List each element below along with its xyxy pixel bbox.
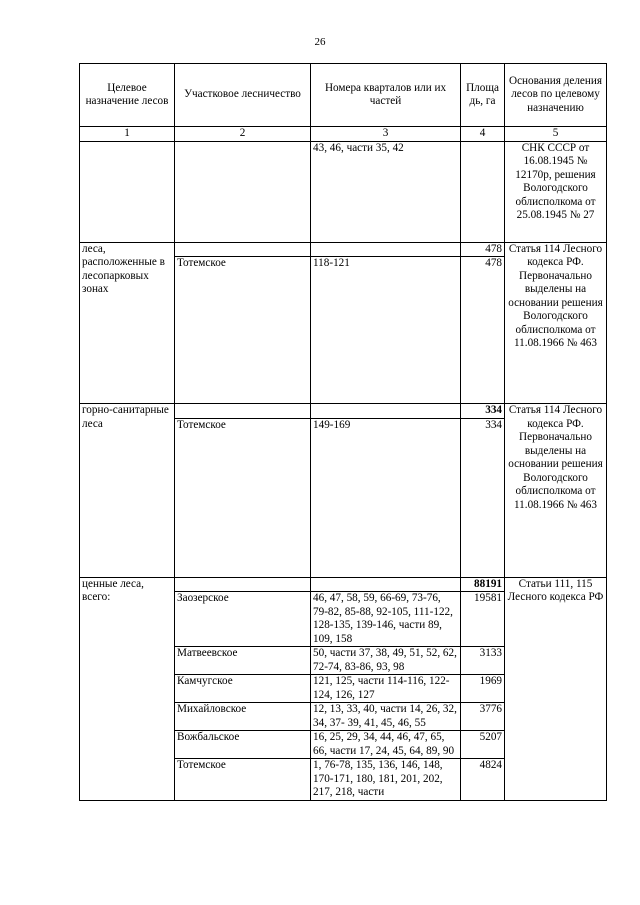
group-total-area: 334: [461, 404, 505, 419]
col-number-3: 3: [311, 127, 461, 142]
group-total-area: 478: [461, 242, 505, 257]
group-total-row: [80, 404, 607, 419]
basis-cell: СНК СССР от 16.08.1945 № 12170р, решения Вологодского облисполкома от 25.08.1945 № 27: [505, 141, 607, 242]
forestry-cell: Тотемское: [175, 759, 311, 801]
group-total-area: 88191: [461, 577, 505, 592]
quarters-cell: 118-121: [311, 257, 461, 404]
page-number: 26: [314, 36, 326, 48]
col-number-2: 2: [175, 127, 311, 142]
basis-cell: Статьи 111, 115 Лесного кодекса РФ: [505, 577, 607, 800]
area-cell: 3133: [461, 647, 505, 675]
purpose-cell: леса, расположенные в лесопарковых зонах: [80, 242, 175, 404]
quarters-cell: 46, 47, 58, 59, 66-69, 73-76, 79-82, 85-88, 92-105, 111-122, 128-135, 139-146, части 89, 109, 158: [311, 592, 461, 647]
quarters-cell: 43, 46, части 35, 42: [311, 141, 461, 242]
area-cell: 5207: [461, 731, 505, 759]
quarters-cell: 149-169: [311, 418, 461, 577]
header-forestry: Участковое лесничество: [175, 64, 311, 127]
purpose-cell: ценные леса, всего:: [80, 577, 175, 800]
quarters-cell: 121, 125, части 114-116, 122-124, 126, 127: [311, 675, 461, 703]
area-cell: 3776: [461, 703, 505, 731]
col-number-1: 1: [80, 127, 175, 142]
area-cell: 478: [461, 257, 505, 404]
group-total-row: [80, 242, 607, 257]
header-purpose: Целевое назначение лесов: [80, 64, 175, 127]
group-total-row: [80, 577, 607, 592]
forestry-cell: Заозерское: [175, 592, 311, 647]
forestry-cell: Тотемское: [175, 257, 311, 404]
forestry-cell: Вожбальское: [175, 731, 311, 759]
header-area: Площа дь, га: [461, 64, 505, 127]
quarters-cell: 50, части 37, 38, 49, 51, 52, 62, 72-74, 83-86, 93, 98: [311, 647, 461, 675]
forestry-cell: Камчугское: [175, 675, 311, 703]
forest-purpose-table: [79, 63, 607, 801]
col-number-5: 5: [505, 127, 607, 142]
table-row: [80, 141, 607, 242]
header-quarters: Номера кварталов или их частей: [311, 64, 461, 127]
forestry-cell: Матвеевское: [175, 647, 311, 675]
header-basis: Основания деления лесов по целевому назначению: [505, 64, 607, 127]
basis-cell: Статья 114 Лесного кодекса РФ. Первоначально выделены на основании решения Вологодского облисполкома от 11.08.1966 № 463: [505, 404, 607, 578]
header-row: [80, 64, 607, 127]
forestry-cell: Тотемское: [175, 418, 311, 577]
column-number-row: [80, 127, 607, 142]
quarters-cell: 16, 25, 29, 34, 44, 46, 47, 65, 66, части 17, 24, 45, 64, 89, 90: [311, 731, 461, 759]
area-cell: 1969: [461, 675, 505, 703]
quarters-cell: 1, 76-78, 135, 136, 146, 148, 170-171, 180, 181, 201, 202, 217, 218, части: [311, 759, 461, 801]
area-cell: 4824: [461, 759, 505, 801]
quarters-cell: 12, 13, 33, 40, части 14, 26, 32, 34, 37- 39, 41, 45, 46, 55: [311, 703, 461, 731]
forestry-cell: Михайловское: [175, 703, 311, 731]
basis-cell: Статья 114 Лесного кодекса РФ. Первоначально выделены на основании решения Вологодского облисполкома от 11.08.1966 № 463: [505, 242, 607, 404]
purpose-cell: горно-санитарные леса: [80, 404, 175, 578]
col-number-4: 4: [461, 127, 505, 142]
area-cell: 334: [461, 418, 505, 577]
area-cell: 19581: [461, 592, 505, 647]
